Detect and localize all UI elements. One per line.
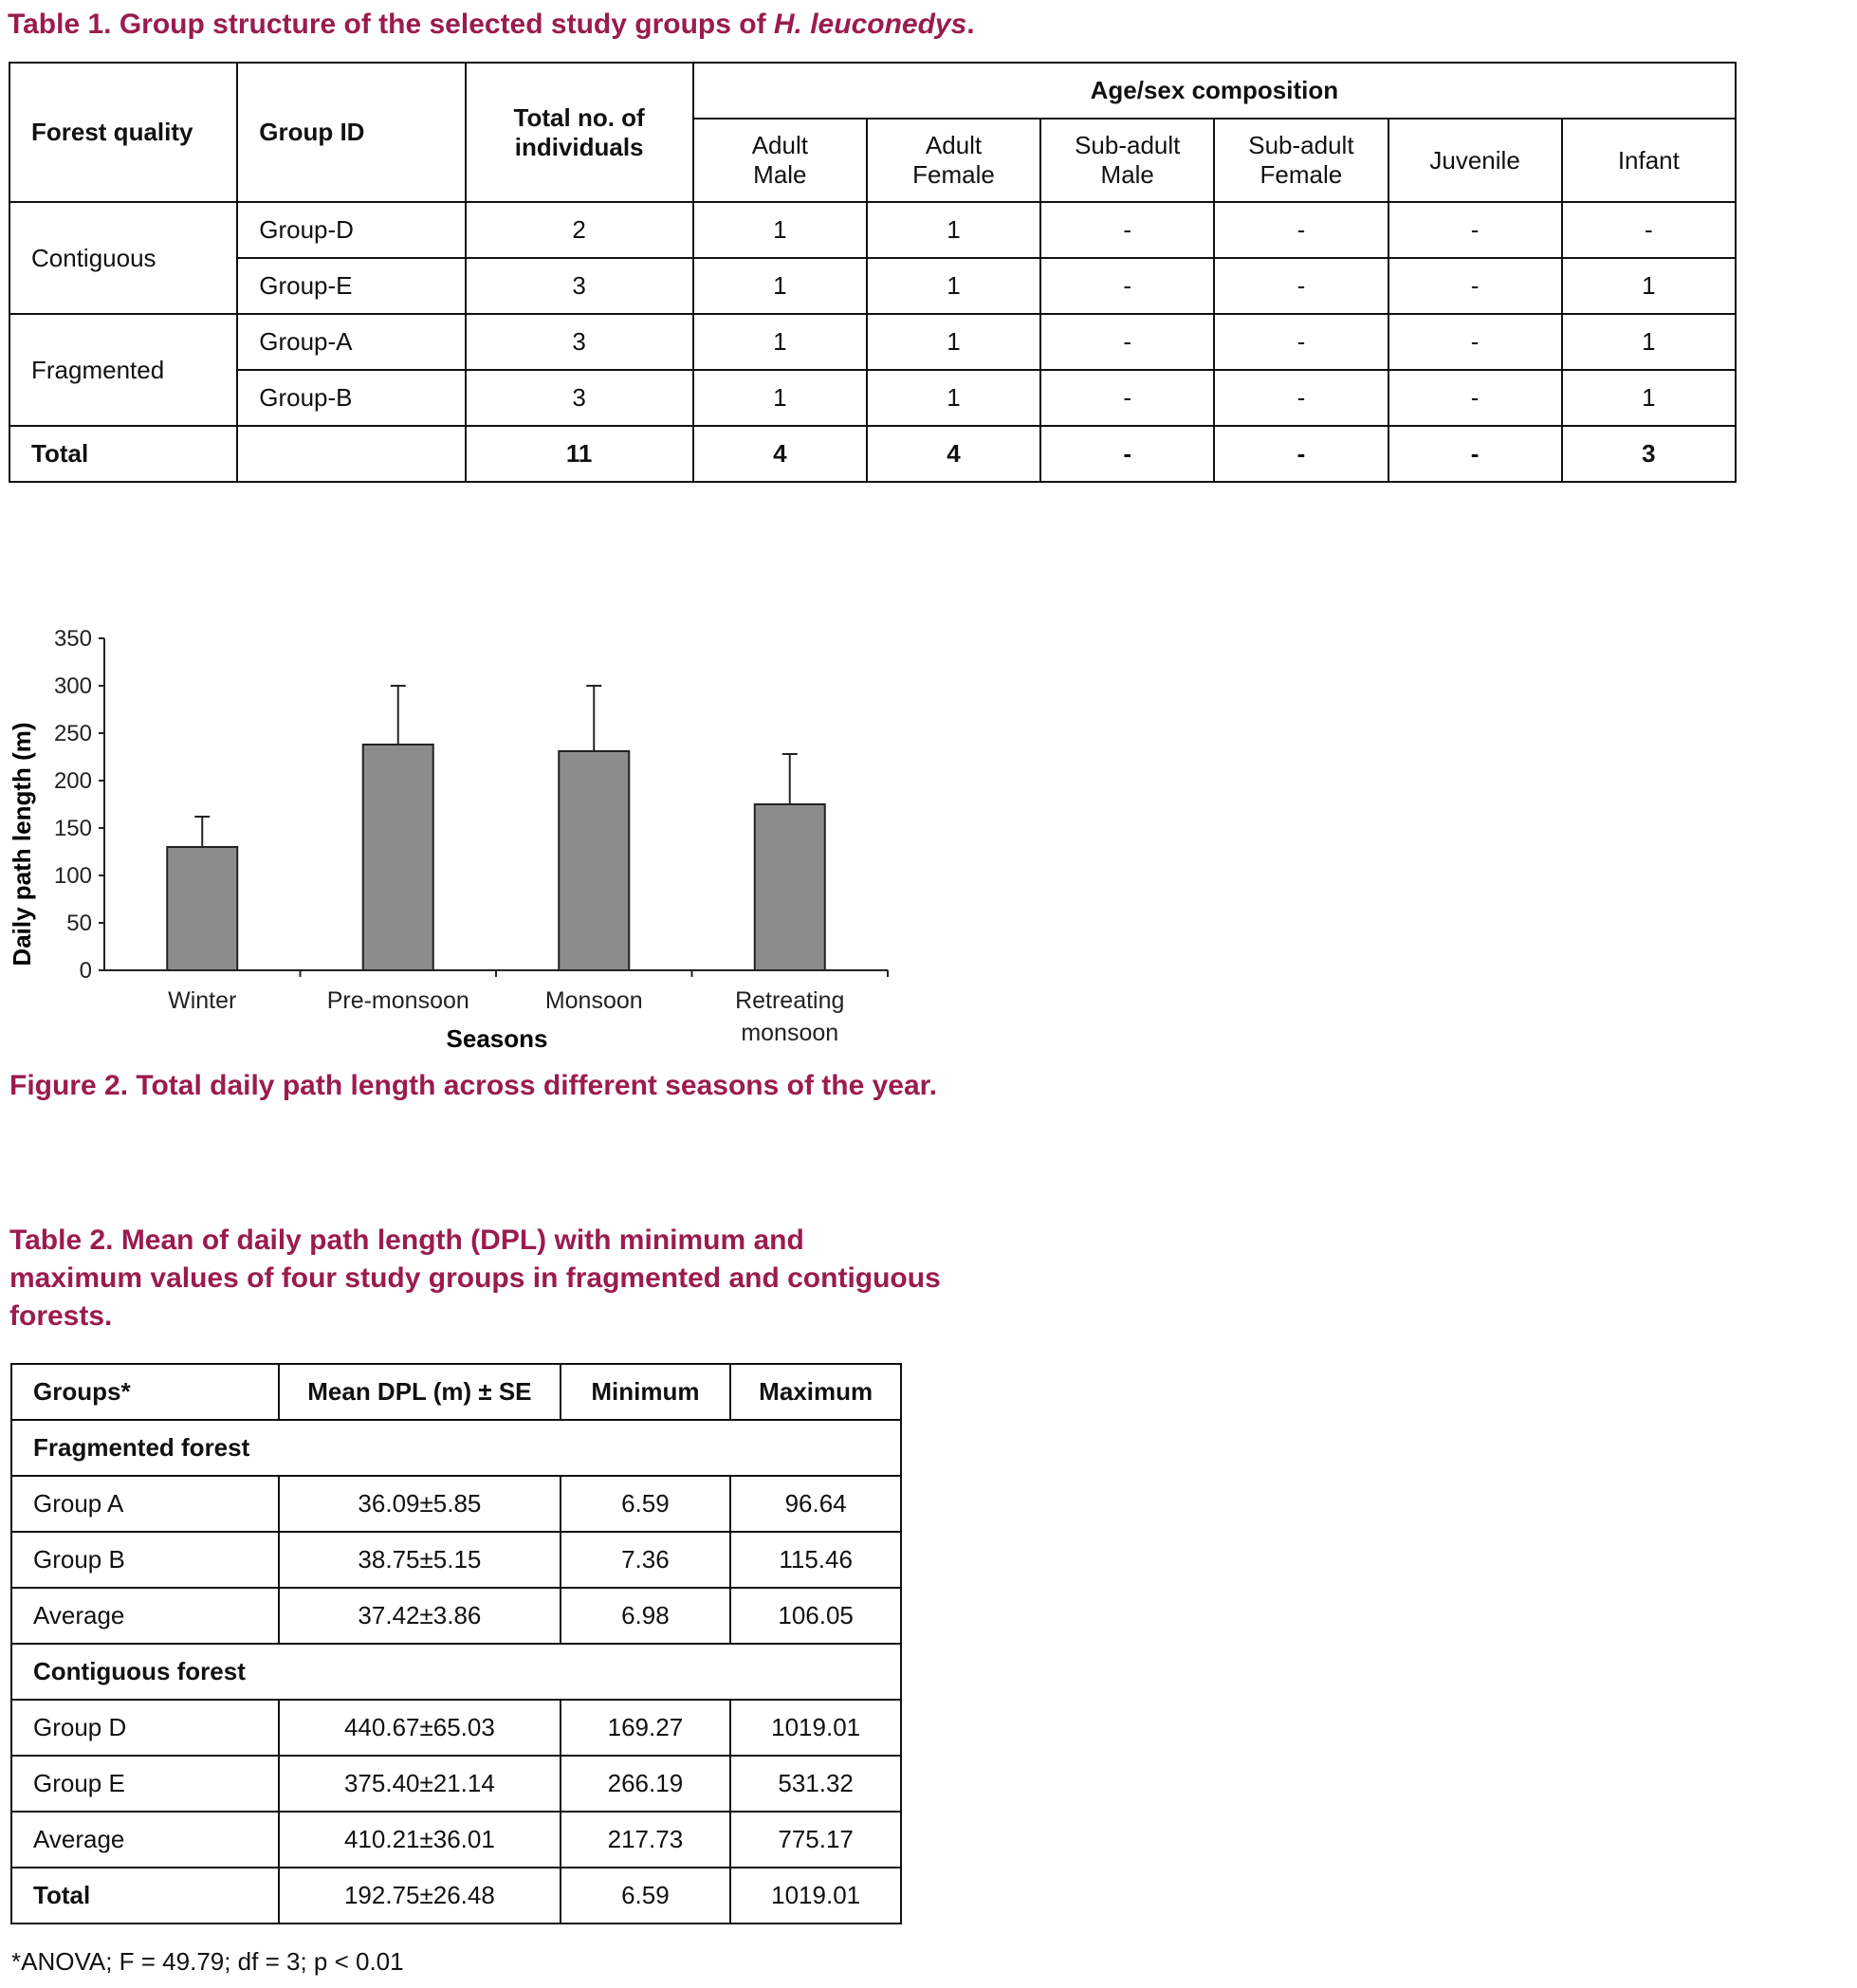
total-group: [237, 426, 465, 482]
cell-mean: 36.09±5.85: [279, 1476, 560, 1532]
cell-total: 3: [466, 370, 693, 426]
cell-group: Group A: [11, 1476, 279, 1532]
cell-mean: 375.40±21.14: [279, 1756, 560, 1812]
cell-group: Group E: [11, 1756, 279, 1812]
table1-caption: [8, 6, 975, 44]
total-min: 6.59: [561, 1868, 731, 1924]
x-tick-label: [168, 987, 236, 1014]
header-group-id: Group ID: [237, 63, 465, 202]
cell-min: 6.98: [561, 1588, 731, 1644]
x-tick-label: [545, 987, 643, 1014]
y-tick-label: 50: [66, 911, 92, 936]
y-tick-label: 150: [53, 816, 92, 841]
table1-caption-prefix: Table 1. Group structure of the selected study groups of: [8, 9, 774, 40]
forest-contiguous: Contiguous: [9, 202, 237, 314]
cell-max: 531.32: [730, 1756, 901, 1812]
cell-group: Group-D: [237, 202, 465, 258]
cell-group: Group-B: [237, 370, 465, 426]
cell-subadult-male: -: [1040, 314, 1214, 370]
x-tick-label-line: monsoon: [741, 1020, 839, 1046]
cell-subadult-male: -: [1040, 258, 1214, 314]
y-tick-label: 100: [53, 863, 92, 889]
cell-adult-female: 1: [867, 370, 1040, 426]
cell-subadult-female: -: [1214, 258, 1388, 314]
cell-adult-female: 1: [867, 258, 1040, 314]
cell-adult-female: 1: [867, 202, 1040, 258]
figure2-caption: Figure 2. Total daily path length across different seasons of the year.: [9, 1070, 938, 1101]
table-total-row: [11, 1868, 901, 1924]
table-row: [11, 1812, 901, 1868]
header-subadult-male: Sub-adult Male: [1040, 119, 1214, 202]
table2-caption-line: maximum values of four study groups in fragmented and contiguous: [9, 1262, 941, 1294]
cell-max: 96.64: [730, 1476, 901, 1532]
cell-max: 775.17: [730, 1812, 901, 1868]
x-tick-label-line: Monsoon: [544, 987, 643, 1014]
total-adult-female: 4: [867, 426, 1040, 482]
cell-max: 106.05: [730, 1588, 901, 1644]
cell-juvenile: -: [1388, 202, 1562, 258]
total-label: Total: [11, 1868, 279, 1924]
cell-max: 115.46: [730, 1532, 901, 1588]
table2-caption: [9, 1222, 941, 1335]
cell-juvenile: -: [1388, 314, 1562, 370]
header-forest-quality: Forest quality: [9, 63, 237, 202]
table2-caption-line: forests.: [9, 1300, 113, 1332]
y-tick-label: 0: [79, 958, 92, 984]
header-total: Total no. of individuals: [466, 63, 693, 202]
header-minimum: Minimum: [561, 1364, 731, 1420]
x-tick-label-line: Pre-monsoon: [326, 987, 469, 1014]
cell-adult-female: 1: [867, 314, 1040, 370]
table2-caption-line: Table 2. Mean of daily path length (DPL) with minimum and: [9, 1224, 804, 1256]
table-row: [11, 1700, 901, 1756]
x-tick-label-line: Winter: [168, 987, 237, 1014]
header-mean-dpl: Mean DPL (m) ± SE: [279, 1364, 560, 1420]
y-tick-label: 300: [53, 673, 92, 699]
cell-total: 3: [466, 258, 693, 314]
bars: [167, 686, 825, 970]
total-juvenile: -: [1388, 426, 1562, 482]
cell-min: 169.27: [561, 1700, 731, 1756]
header-age-sex: Age/sex composition: [693, 63, 1736, 119]
cell-juvenile: -: [1388, 258, 1562, 314]
cell-adult-male: 1: [693, 258, 867, 314]
table1-caption-suffix: .: [966, 9, 975, 40]
cell-max: 1019.01: [730, 1700, 901, 1756]
fragmented-forest-label: Fragmented forest: [11, 1420, 901, 1476]
total-adult-male: 4: [693, 426, 867, 482]
table-row: [11, 1476, 901, 1532]
bar: [363, 745, 433, 970]
total-total: 11: [466, 426, 693, 482]
cell-group: Group-A: [237, 314, 465, 370]
cell-group: Group D: [11, 1700, 279, 1756]
table-total-row: [9, 426, 1736, 482]
cell-min: 217.73: [561, 1812, 731, 1868]
y-tick-label: 350: [53, 626, 92, 652]
bar: [559, 751, 629, 970]
contiguous-forest-label: Contiguous forest: [11, 1644, 901, 1700]
table-row: [9, 258, 1736, 314]
cell-total: 3: [466, 314, 693, 370]
bar: [167, 847, 237, 970]
header-infant: Infant: [1562, 119, 1736, 202]
header-juvenile: Juvenile: [1388, 119, 1562, 202]
total-infant: 3: [1562, 426, 1736, 482]
y-axis-label: Daily path length (m): [8, 722, 36, 966]
table-row: [11, 1588, 901, 1644]
cell-group: Group B: [11, 1532, 279, 1588]
y-axis: [54, 626, 104, 984]
cell-subadult-female: -: [1214, 202, 1388, 258]
forest-fragmented: Fragmented: [9, 314, 237, 426]
header-groups: Groups*: [11, 1364, 279, 1420]
cell-mean: 38.75±5.15: [279, 1532, 560, 1588]
table-row: [11, 1532, 901, 1588]
cell-infant: 1: [1562, 314, 1736, 370]
cell-group: Average: [11, 1812, 279, 1868]
header-adult-male: Adult Male: [693, 119, 867, 202]
cell-mean: 37.42±3.86: [279, 1588, 560, 1644]
cell-adult-male: 1: [693, 370, 867, 426]
table-row: [9, 202, 1736, 258]
x-tick-label: [735, 987, 844, 1046]
cell-mean: 410.21±36.01: [279, 1812, 560, 1868]
cell-subadult-female: -: [1214, 370, 1388, 426]
x-tick-label-line: Retreating: [735, 987, 845, 1014]
cell-juvenile: -: [1388, 370, 1562, 426]
bar: [755, 804, 825, 970]
table-row: [11, 1756, 901, 1812]
total-subadult-male: -: [1040, 426, 1214, 482]
cell-adult-male: 1: [693, 202, 867, 258]
header-adult-female: Adult Female: [867, 119, 1040, 202]
cell-min: 7.36: [561, 1532, 731, 1588]
table1: [9, 62, 1737, 483]
cell-min: 6.59: [561, 1476, 731, 1532]
header-subadult-female: Sub-adult Female: [1214, 119, 1388, 202]
daily-path-length-chart: [0, 621, 910, 1058]
table-row: [9, 370, 1736, 426]
cell-mean: 440.67±65.03: [279, 1700, 560, 1756]
y-tick-label: 250: [53, 721, 92, 746]
cell-group: Average: [11, 1588, 279, 1644]
cell-infant: 1: [1562, 258, 1736, 314]
header-maximum: Maximum: [730, 1364, 901, 1420]
cell-subadult-female: -: [1214, 314, 1388, 370]
x-tick-label: [327, 987, 469, 1014]
cell-subadult-male: -: [1040, 202, 1214, 258]
cell-adult-male: 1: [693, 314, 867, 370]
total-max: 1019.01: [730, 1868, 901, 1924]
cell-subadult-male: -: [1040, 370, 1214, 426]
cell-total: 2: [466, 202, 693, 258]
cell-group: Group-E: [237, 258, 465, 314]
total-subadult-female: -: [1214, 426, 1388, 482]
y-tick-label: 200: [53, 768, 92, 794]
total-mean: 192.75±26.48: [279, 1868, 560, 1924]
table2: [10, 1363, 902, 1924]
cell-infant: 1: [1562, 370, 1736, 426]
table-row: [9, 314, 1736, 370]
total-label: Total: [9, 426, 237, 482]
anova-footnote: *ANOVA; F = 49.79; df = 3; p < 0.01: [11, 1947, 404, 1976]
cell-min: 266.19: [561, 1756, 731, 1812]
table1-caption-species: H. leuconedys: [773, 9, 967, 40]
x-axis-label: Seasons: [446, 1024, 548, 1053]
cell-infant: -: [1562, 202, 1736, 258]
